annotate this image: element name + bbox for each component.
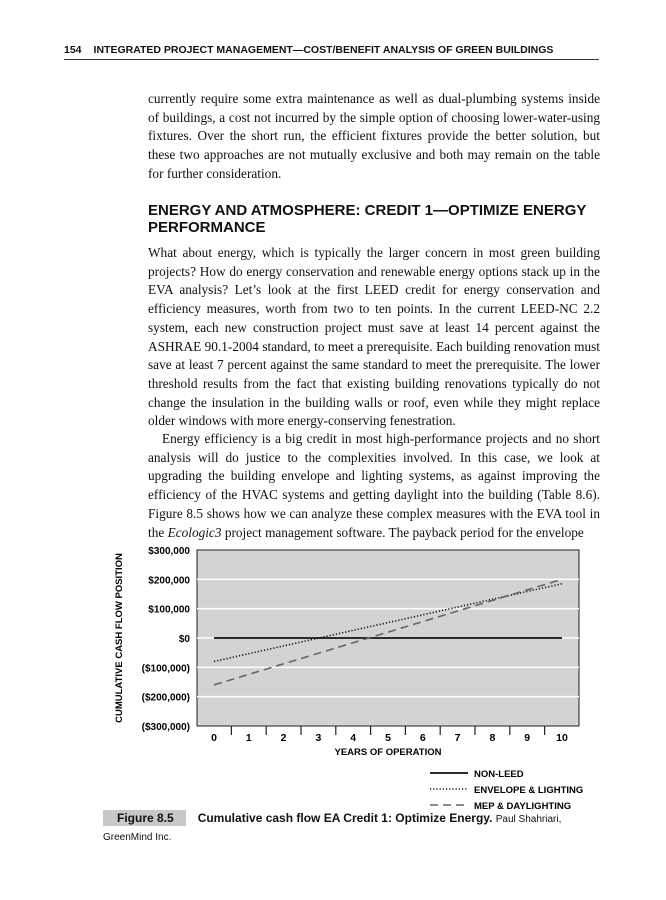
y-axis-label: CUMULATIVE CASH FLOW POSITION [114, 553, 125, 723]
y-tick-label: $300,000 [148, 546, 190, 557]
y-tick-label: $200,000 [148, 575, 190, 587]
figure-label: Figure 8.5 [103, 810, 186, 826]
x-tick-label: 1 [245, 732, 252, 744]
x-tick-label: 3 [315, 732, 322, 744]
section-heading: ENERGY AND ATMOSPHERE: CREDIT 1—OPTIMIZE ENERGY PERFORMANCE [148, 202, 587, 236]
x-tick-label: 4 [350, 732, 357, 744]
x-tick-label: 10 [556, 732, 568, 744]
x-tick-label: 0 [211, 732, 217, 744]
caption-source: Paul Shahriari, [495, 814, 562, 825]
y-tick-label: ($300,000) [141, 722, 190, 733]
software-name: Ecologic3 [167, 524, 222, 540]
x-tick-label: 6 [419, 732, 426, 744]
y-tick-label: $0 [178, 634, 190, 645]
x-tick-label: 8 [489, 732, 496, 744]
caption-title: Cumulative cash flow EA Credit 1: Optimize Energy. [197, 811, 493, 825]
paragraph: What about energy, which is typically the larger concern in most green building projects? How do energy conservation and renewable energy options stack up in the EVA analysis? Let’s look at the first LEED credit for energy conservation and efficiency measures, worth from two to ten points. In the current LEED-NC 2.2 system, each new construction project must save at least 14 percent against the ASHRAE 90.1-2004 standard, to meet a prerequisite. Each building renovation must save at least 7 percent against the same standard to meet the prerequisite. The lower threshold results from the fact that existing building renovations typically do not change the insulation in the building walls or roof, even while they might replace older windows with more energy-conserving fenestration. [148, 245, 600, 429]
x-axis-label: YEARS OF OPERATION [334, 747, 442, 758]
caption-source-cont: GreenMind Inc. [103, 832, 172, 843]
paragraph-text: project management software. The payback period for the envelope [221, 524, 584, 540]
x-tick-label: 7 [454, 732, 461, 744]
legend-label: ENVELOPE & LIGHTING [474, 785, 584, 796]
paragraph: currently require some extra maintenance as well as dual-plumbing systems inside of buildings, a cost not incurred by the simple option of choosing lower-water-using fixtures. Over the short run, the efficient fixtures provide the better solution, but these two approaches are not mutually exclusive and both may remain on the table for further consideration. [148, 91, 600, 181]
figure-caption [103, 811, 603, 825]
x-tick-label: 2 [280, 732, 287, 744]
running-title: INTEGRATED PROJECT MANAGEMENT—COST/BENEFIT ANALYSIS OF GREEN BUILDINGS [93, 44, 554, 56]
page-number: 154 [64, 44, 82, 56]
y-tick-label: ($200,000) [141, 692, 190, 704]
legend-label: MEP & DAYLIGHTING [474, 801, 572, 812]
x-tick-label: 5 [385, 732, 391, 744]
paragraph-text: Energy efficiency is a big credit in most high-performance projects and no short analysis will do justice to the complexities involved. In this case, we look at upgrading the building envelope and lighting systems, as against improving the efficiency of the HVAC systems and getting daylight into the building (Table 8.6). Figure 8.5 shows how we can analyze these complex measures with the EVA tool in the [148, 431, 600, 540]
y-tick-label: $100,000 [148, 604, 190, 616]
legend-label: NON-LEED [474, 769, 524, 780]
y-tick-label: ($100,000) [141, 663, 190, 675]
x-tick-label: 9 [524, 732, 531, 744]
